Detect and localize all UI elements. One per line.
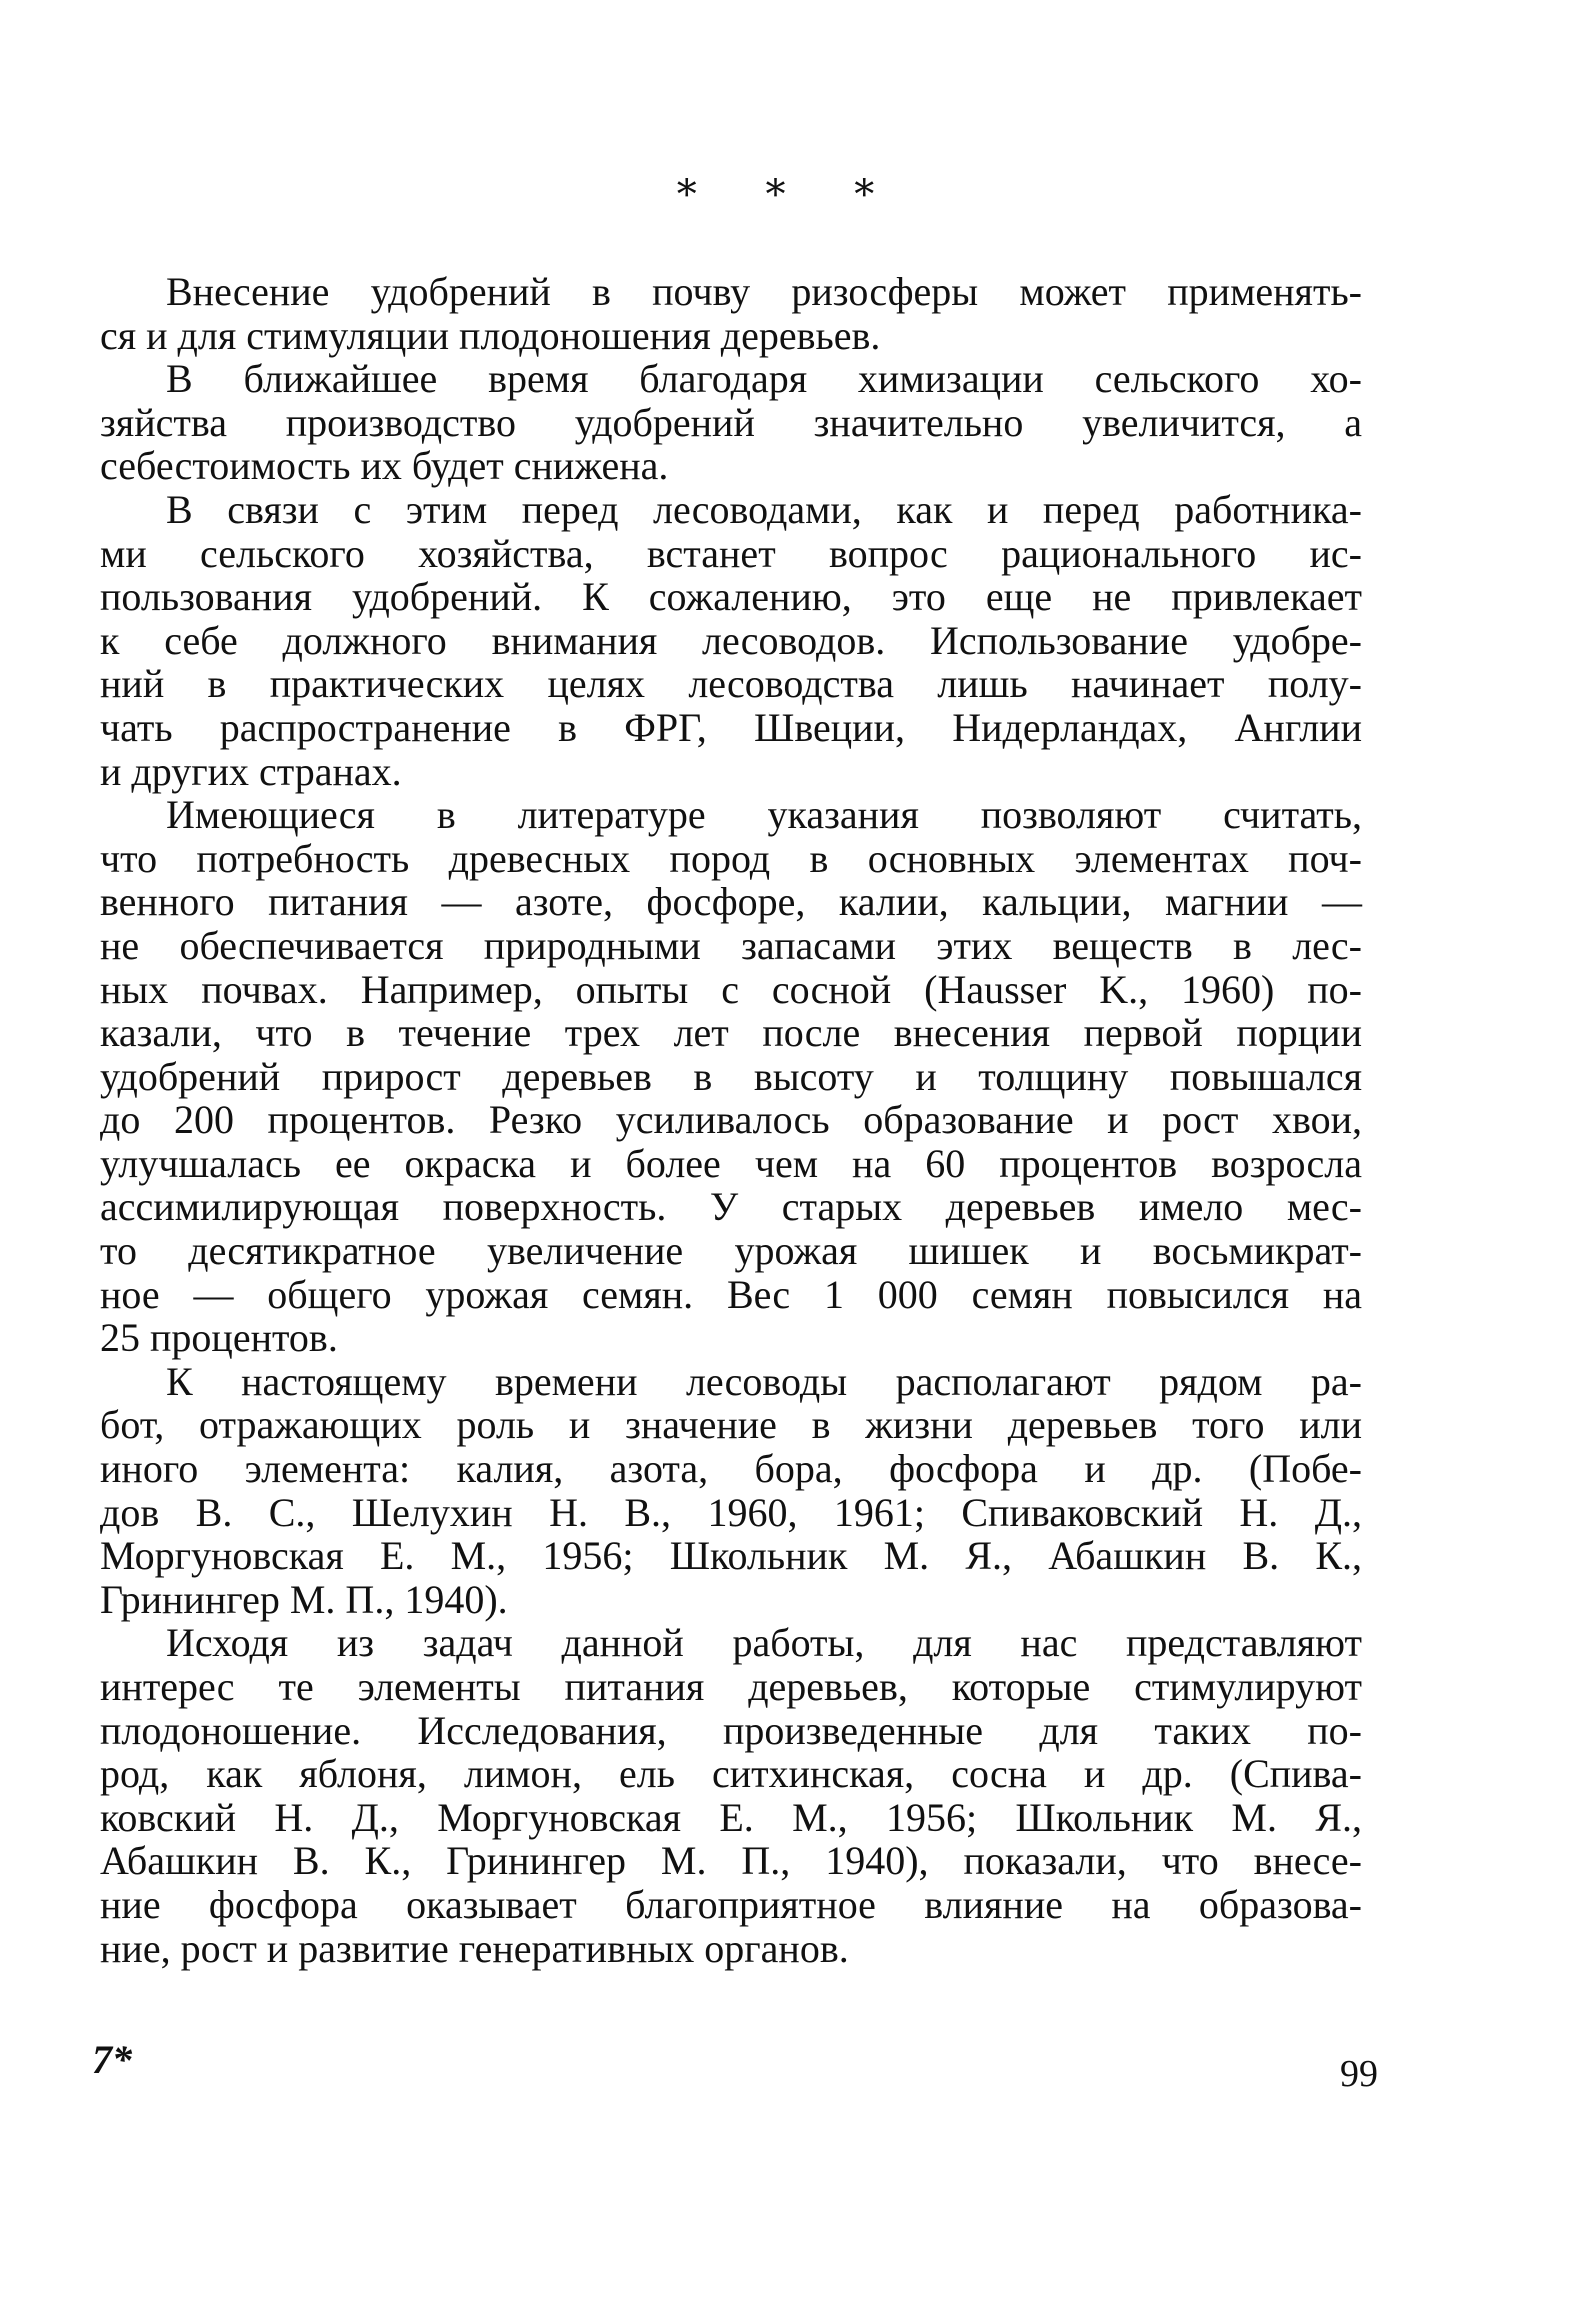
paragraph: [100, 357, 1362, 488]
text-line: улучшалась ее окраска и более чем на 60 процентов возросла: [100, 1140, 1362, 1186]
text-line: интерес те элементы питания деревьев, которые стимулируют: [100, 1664, 1362, 1709]
text-line: венного питания — азоте, фосфоре, калии, кальции, магнии —: [100, 879, 1362, 925]
text-line: ассимилирующая поверхность. У старых деревьев имело мес-: [100, 1184, 1362, 1230]
text-line: ся и для стимуляции плодоношения деревьев.: [100, 312, 881, 358]
section-separator: * * *: [676, 172, 903, 218]
paragraph: [100, 270, 1362, 357]
text-line: Имеющиеся в литературе указания позволяют считать,: [166, 792, 1362, 838]
text-line: В связи с этим перед лесоводами, как и перед работника-: [166, 486, 1362, 532]
text-line: пользования удобрений. К сожалению, это еще не привлекает: [100, 574, 1362, 620]
text-line: зяйства производство удобрений значительно увеличится, а: [100, 399, 1362, 445]
text-line: род, как яблоня, лимон, ель ситхинская, сосна и др. (Спива-: [100, 1751, 1362, 1797]
paragraph: [100, 1621, 1362, 1970]
text-line: удобрений прирост деревьев в высоту и толщину повышался: [100, 1053, 1362, 1099]
text-line: ных почвах. Например, опыты с сосной (Hausser K., 1960) по-: [100, 966, 1362, 1012]
paragraph: [100, 488, 1362, 793]
paragraph: [100, 1360, 1362, 1622]
text-line: К настоящему времени лесоводы располагают рядом ра-: [166, 1358, 1362, 1404]
text-line: дов В. С., Шелухин Н. В., 1960, 1961; Спиваковский Н. Д.,: [100, 1489, 1362, 1535]
text-line: до 200 процентов. Резко усиливалось образование и рост хвои,: [100, 1097, 1362, 1143]
text-line: ное — общего урожая семян. Вес 1 000 семян повысился на: [100, 1271, 1362, 1317]
paragraph: [100, 793, 1362, 1360]
text-line: не обеспечивается природными запасами этих веществ в лес-: [100, 922, 1362, 968]
body-text: [100, 270, 1362, 1970]
text-line: то десятикратное увеличение урожая шишек и восьмикрат-: [100, 1228, 1362, 1274]
text-line: бот, отражающих роль и значение в жизни деревьев того или: [100, 1402, 1362, 1448]
text-line: ние фосфора оказывает благоприятное влияние на образова-: [100, 1881, 1362, 1927]
text-line: ковский Н. Д., Моргуновская Е. М., 1956; Школьник М. Я.,: [100, 1794, 1362, 1840]
text-line: Внесение удобрений в почву ризосферы может применять-: [166, 269, 1362, 314]
page-number: 99: [1340, 2053, 1378, 2095]
text-line: 25 процентов.: [100, 1315, 338, 1361]
text-line: казали, что в течение трех лет после внесения первой порции: [100, 1010, 1362, 1056]
text-line: что потребность древесных пород в основных элементах поч-: [100, 835, 1362, 881]
text-line: Гринингер М. П., 1940).: [100, 1576, 508, 1622]
text-line: ми сельского хозяйства, встанет вопрос рационального ис-: [100, 530, 1362, 576]
text-line: и других странах.: [100, 748, 402, 794]
text-line: Исходя из задач данной работы, для нас представляют: [166, 1620, 1362, 1666]
text-line: ние, рост и развитие генеративных органов.: [100, 1925, 849, 1971]
text-line: Моргуновская Е. М., 1956; Школьник М. Я., Абашкин В. К.,: [100, 1533, 1362, 1579]
text-line: плодоношение. Исследования, произведенные для таких по-: [100, 1707, 1362, 1753]
text-line: себестоимость их будет снижена.: [100, 443, 669, 489]
text-line: чать распространение в ФРГ, Швеции, Нидерландах, Англии: [100, 704, 1362, 750]
signature-mark: 7*: [92, 2037, 132, 2082]
text-line: В ближайшее время благодаря химизации сельского хо-: [166, 356, 1362, 402]
text-line: иного элемента: калия, азота, бора, фосфора и др. (Побе-: [100, 1446, 1362, 1492]
text-line: ний в практических целях лесоводства лишь начинает полу-: [100, 661, 1362, 707]
text-line: к себе должного внимания лесоводов. Использование удобре-: [100, 617, 1362, 663]
text-line: Абашкин В. К., Гринингер М. П., 1940), показали, что внесе-: [100, 1838, 1362, 1884]
